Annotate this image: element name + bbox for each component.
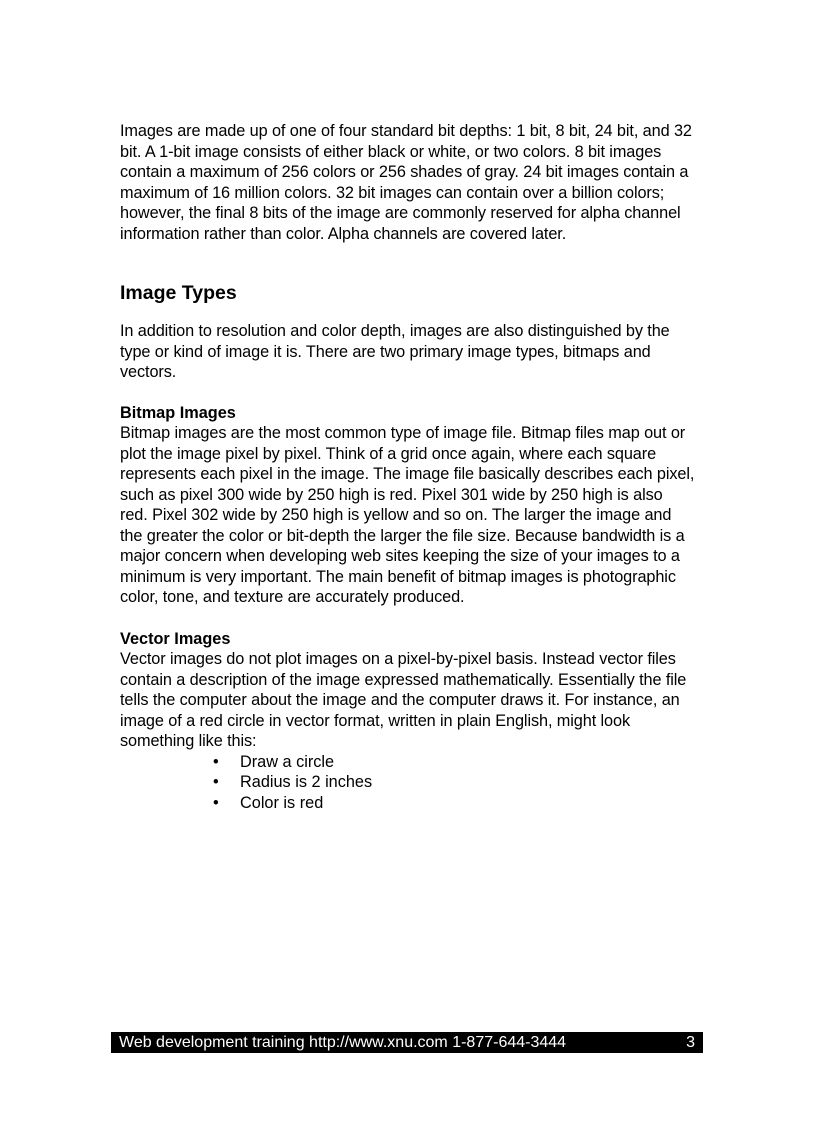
bullet-icon: • <box>213 752 219 771</box>
page-number: 3 <box>686 1034 695 1051</box>
vector-line: contain a description of the image expressed mathematically. Essentially the file <box>120 670 687 689</box>
list-item <box>213 772 710 793</box>
bitmap-line: color, tone, and texture are accurately produced. <box>120 588 465 606</box>
bitmap-line: such as pixel 300 wide by 250 high is red. Pixel 301 wide by 250 high is also <box>120 485 663 504</box>
intro-line: bit. A 1-bit image consists of either black or white, or two colors. 8 bit images <box>120 142 662 161</box>
page-content <box>120 121 710 814</box>
bitmap-heading: Bitmap Images <box>120 403 236 422</box>
intro-line: however, the final 8 bits of the image are commonly reserved for alpha channel <box>120 204 681 222</box>
vector-bullet-list <box>120 752 710 814</box>
bitmap-line: Bitmap images are the most common type of image file. Bitmap files map out or <box>120 424 686 442</box>
bitmap-line: major concern when developing web sites keeping the size of your images to a <box>120 547 680 565</box>
vector-line: image of a red circle in vector format, written in plain English, might look <box>120 711 631 730</box>
bitmap-line: red. Pixel 302 wide by 250 high is yellow and so on. The larger the image and <box>120 506 672 524</box>
bullet-icon: • <box>213 773 219 792</box>
intro-line: maximum of 16 million colors. 32 bit images can contain over a billion colors; <box>120 183 665 202</box>
vector-heading: Vector Images <box>120 629 231 648</box>
image-types-line: vectors. <box>120 363 177 381</box>
list-item-text: Color is red <box>240 794 324 813</box>
vector-line: tells the computer about the image and the computer draws it. For instance, an <box>120 691 680 709</box>
bitmap-line: represents each pixel in the image. The image file basically describes each pixel, <box>120 465 695 483</box>
vector-line: something like this: <box>120 732 257 750</box>
intro-paragraph <box>120 121 710 244</box>
list-item <box>213 793 710 814</box>
vector-paragraph <box>120 649 710 752</box>
vector-line: Vector images do not plot images on a pixel-by-pixel basis. Instead vector files <box>120 650 676 668</box>
bitmap-line: plot the image pixel by pixel. Think of a grid once again, where each square <box>120 444 657 463</box>
intro-line: information rather than color. Alpha channels are covered later. <box>120 224 567 243</box>
list-item <box>213 752 710 773</box>
intro-line: contain a maximum of 256 colors or 256 shades of gray. 24 bit images contain a <box>120 163 689 181</box>
intro-line: Images are made up of one of four standard bit depths: 1 bit, 8 bit, 24 bit, and 32 <box>120 122 692 140</box>
image-types-line: type or kind of image it is. There are two primary image types, bitmaps and <box>120 342 651 361</box>
page-footer <box>111 1032 703 1053</box>
footer-text: Web development training http://www.xnu.com 1-877-644-3444 <box>119 1034 567 1051</box>
bitmap-line: the greater the color or bit-depth the larger the file size. Because bandwidth is a <box>120 526 685 545</box>
image-types-line: In addition to resolution and color depth, images are also distinguished by the <box>120 322 670 340</box>
bullet-icon: • <box>213 794 219 813</box>
image-types-heading: Image Types <box>120 282 237 304</box>
list-item-text: Draw a circle <box>240 752 335 771</box>
image-types-paragraph <box>120 321 710 383</box>
bitmap-paragraph <box>120 423 710 608</box>
list-item-text: Radius is 2 inches <box>240 773 373 792</box>
bitmap-line: minimum is very important. The main benefit of bitmap images is photographic <box>120 567 676 586</box>
